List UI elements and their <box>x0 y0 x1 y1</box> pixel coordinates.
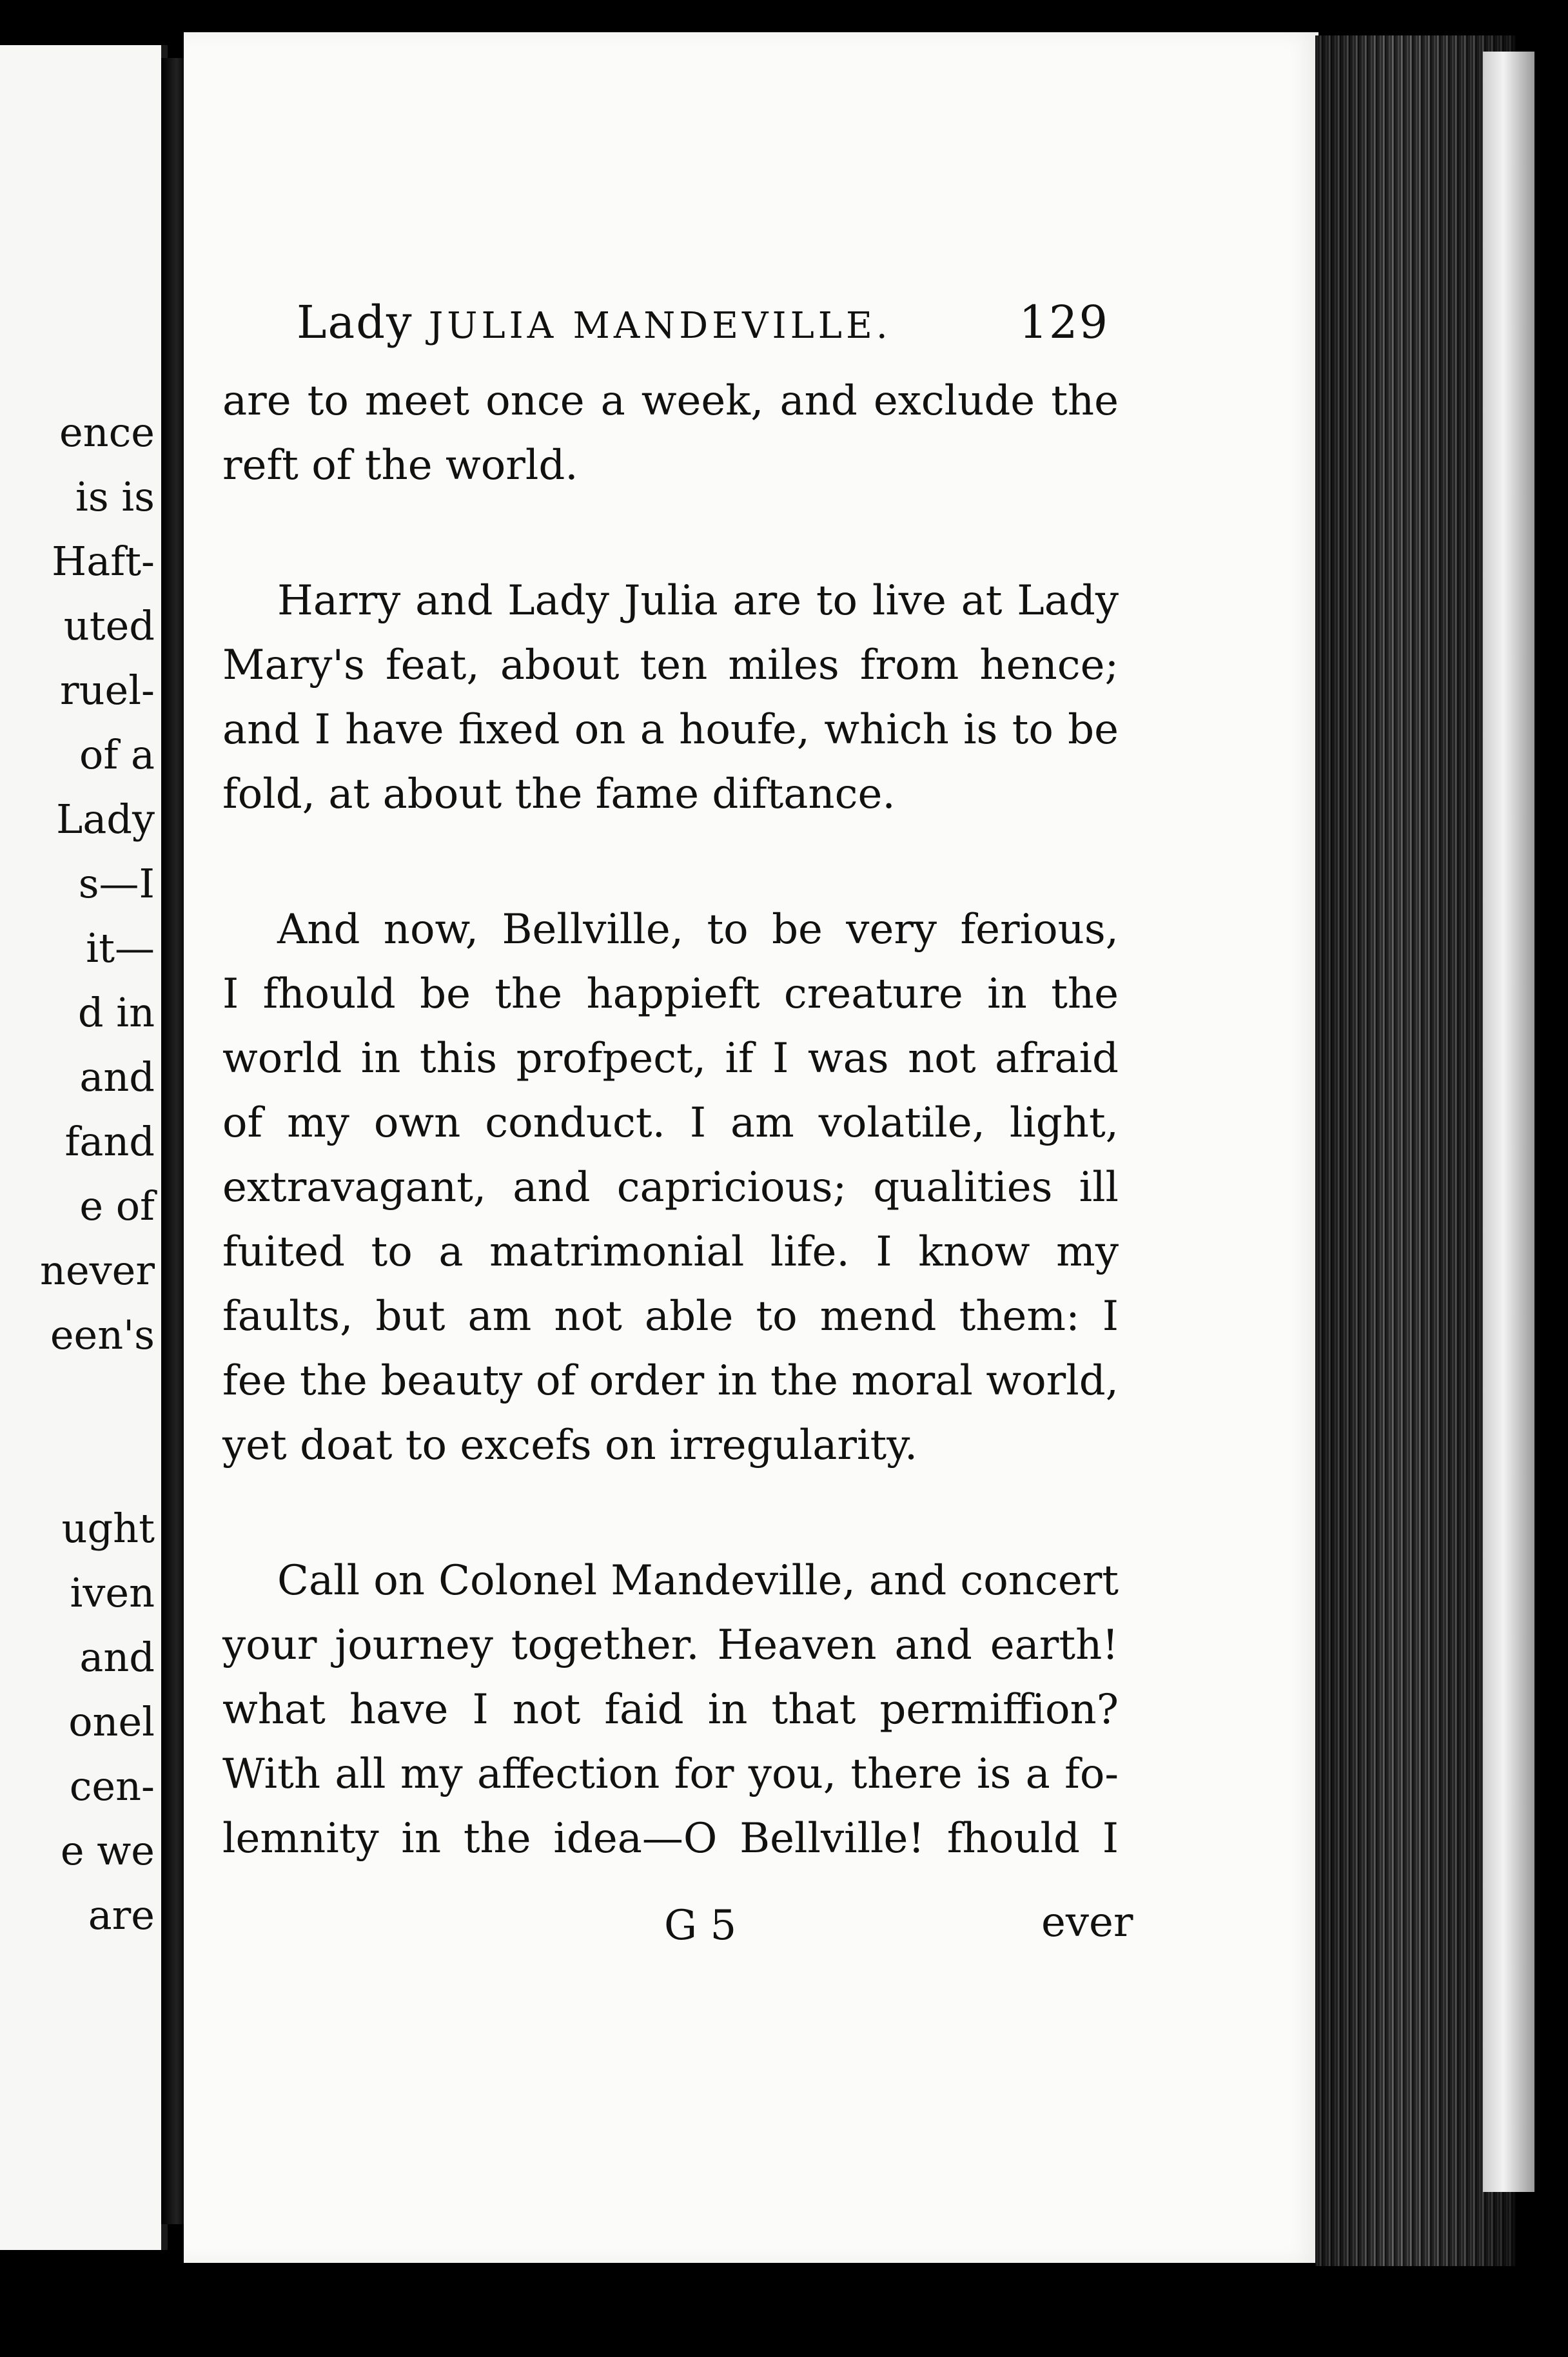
book-gutter <box>161 58 187 2224</box>
body-line: fee the beauty of order in the moral world, <box>222 1357 1119 1405</box>
left-fragment: e we <box>60 1827 155 1874</box>
left-fragment: fand <box>64 1118 155 1165</box>
running-title <box>297 293 892 355</box>
left-fragment: is is <box>75 473 155 520</box>
left-fragment: onel <box>68 1698 155 1745</box>
body-line: what have I not faid in that permiffion? <box>222 1686 1119 1734</box>
left-fragment: and <box>79 1634 155 1681</box>
body-line: Call on Colonel Mandeville, and concert <box>277 1557 1119 1605</box>
left-fragment: uted <box>63 602 155 649</box>
body-line: and I have fixed on a houfe, which is to be <box>222 706 1119 754</box>
left-fragment: s—I <box>78 860 155 907</box>
body-line: fuited to a matrimonial life. I know my <box>222 1228 1119 1276</box>
left-fragment: iven <box>70 1569 155 1616</box>
body-line: your journey together. Heaven and earth! <box>222 1621 1119 1669</box>
body-line: fold, at about the fame diftance. <box>222 770 896 818</box>
body-line: reft of the world. <box>222 442 578 489</box>
body-line: I fhould be the happieft creature in the <box>222 970 1119 1018</box>
left-fragment: and <box>79 1053 155 1100</box>
left-fragment: Lady <box>56 796 155 843</box>
body-line: lemnity in the idea—O Bellville! fhould I <box>222 1815 1119 1863</box>
running-header <box>297 293 1109 351</box>
left-fragment: d in <box>77 989 155 1036</box>
left-fragment: it— <box>86 924 155 972</box>
body-line: With all my affection for you, there is a fo- <box>222 1750 1119 1798</box>
catchword: ever <box>1041 1899 1133 1946</box>
body-line: Harry and Lady Julia are to live at Lady <box>277 577 1119 625</box>
left-fragment: Haft- <box>52 538 155 585</box>
left-fragment: een's <box>50 1311 155 1358</box>
body-line: And now, Bellville, to be very ferious, <box>277 906 1119 954</box>
title-julia: JULIA <box>428 305 558 347</box>
body-line: world in this profpect, if I was not afraid <box>222 1035 1119 1082</box>
title-lady: Lady <box>297 296 429 349</box>
title-mandeville: MANDEVILLE. <box>573 305 892 347</box>
body-line: yet doat to excefs on irregularity. <box>222 1422 918 1469</box>
left-fragment: ught <box>61 1505 155 1552</box>
left-fragment: ence <box>59 409 155 456</box>
left-fragment: of a <box>79 731 155 778</box>
body-line: Mary's feat, about ten miles from hence; <box>222 641 1119 689</box>
page-number: 129 <box>1019 296 1109 349</box>
left-fragment: e of <box>79 1182 155 1229</box>
left-fragment: are <box>88 1892 155 1939</box>
body-line: faults, but am not able to mend them: I <box>222 1293 1119 1340</box>
body-line: are to meet once a week, and exclude the <box>222 377 1119 425</box>
left-fragment: cen- <box>69 1763 155 1810</box>
right-page <box>184 32 1318 2263</box>
body-line: of my own conduct. I am volatile, light, <box>222 1099 1119 1147</box>
signature-mark: G 5 <box>664 1902 737 1950</box>
left-fragment: never <box>40 1247 155 1294</box>
left-page <box>0 45 168 2250</box>
left-fragment: ruel- <box>59 667 155 714</box>
body-line: extravagant, and capricious; qualities ill <box>222 1164 1119 1211</box>
page-edge-strip <box>1483 52 1534 2192</box>
